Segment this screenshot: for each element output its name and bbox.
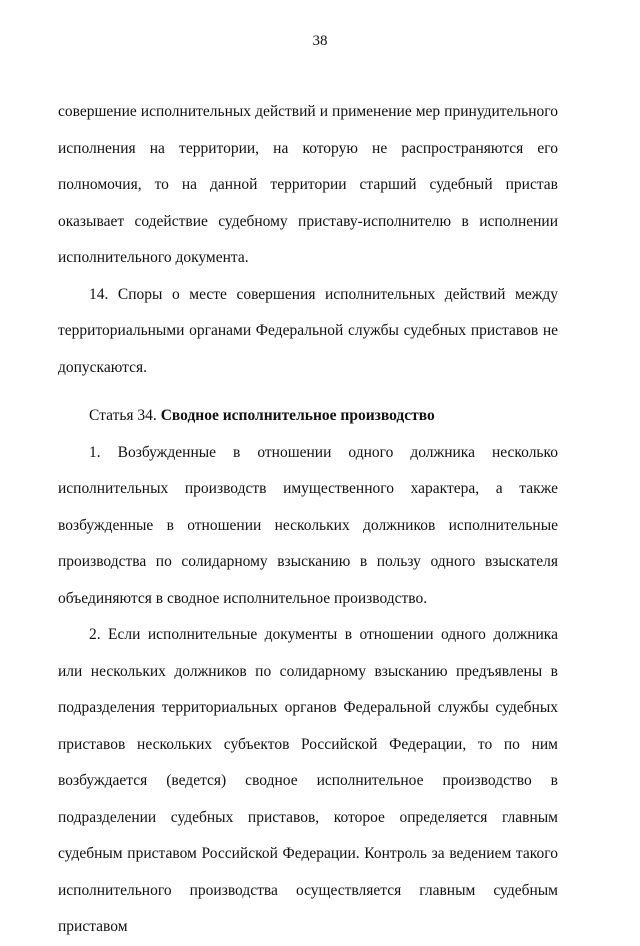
paragraph-continuation: совершение исполнительных действий и применение мер принудительного исполнения на территории, на которую не распространяются его полномочия, то на данной территории старший судебный пристав оказывает содействие судебному приставу-исполнителю в исполнении исполнительного документа. xyxy=(58,103,558,266)
document-body xyxy=(58,94,558,946)
paragraph-item-14: 14. Споры о месте совершения исполнительных действий между территориальными органами Федеральной службы судебных приставов не допускаются. xyxy=(58,285,558,376)
article-paragraph-2: 2. Если исполнительные документы в отношении одного должника или нескольких должников по солидарному взысканию предъявлены в подразделения территориальных органов Федеральной службы судебных приставов нескольких субъектов Российской Федерации, то по ним возбуждается (ведется) сводное исполнительное производство в подразделении судебных приставов, которое определяется главным судебным приставом Российской Федерации. Контроль за ведением такого исполнительного производства осуществляется главным судебным приставом xyxy=(58,626,558,935)
page-number: 38 xyxy=(312,33,328,49)
article-heading xyxy=(58,386,558,435)
article-label: Статья 34. xyxy=(89,407,157,424)
article-paragraph-1: 1. Возбужденные в отношении одного должника несколько исполнительных производств имущественного характера, а также возбужденные в отношении нескольких должников исполнительные производства по солидарному взысканию в пользу одного взыскателя объединяются в сводное исполнительное производство. xyxy=(58,443,558,607)
article-title: Сводное исполнительное производство xyxy=(160,407,435,424)
